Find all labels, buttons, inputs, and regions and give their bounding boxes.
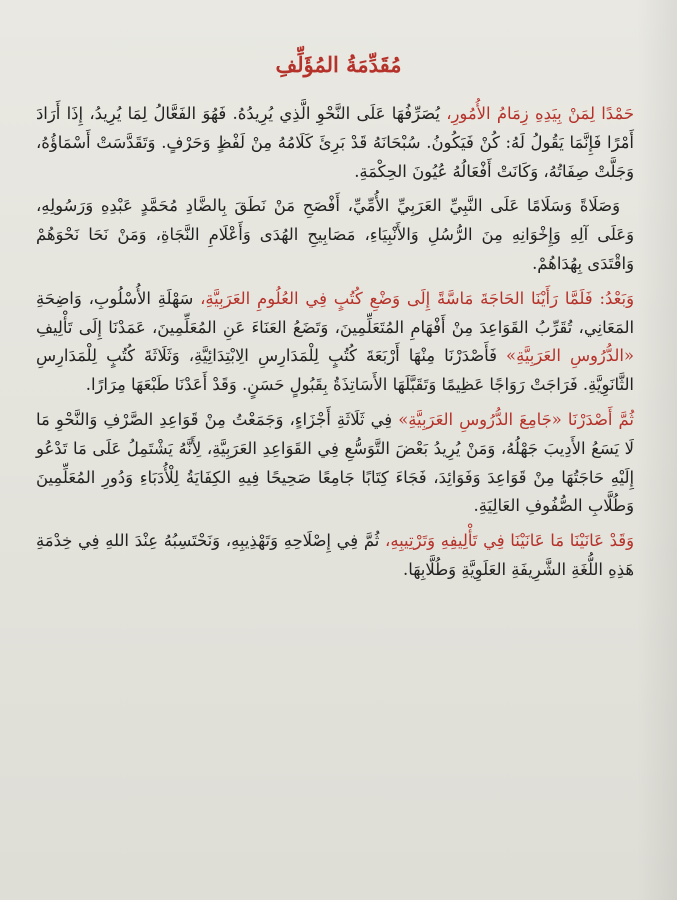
paragraph-jami [36,406,634,521]
paragraph-lead: ثُمَّ أَصْدَرْنَا «جَامِعَ الدُّرُوسِ العَرَبِيَّةِ» [398,409,634,429]
paragraph-text: سَهْلَةِ الأُسْلُوبِ، وَاضِحَةِ المَعَانِي، تُقَرِّبُ القَوَاعِدَ مِنْ أَفْهَامِ المُتَعَلِّمِينَ، وَتَضَعُ العَنَاءَ عَنِ المُعَلِّمِينَ، عَمَدْنَا إِلَى تَأْلِيفِ [36,288,634,337]
page-body [36,100,634,591]
page-edge-shadow [637,0,677,900]
page-title: مُقَدِّمَةُ المُؤَلِّفِ [275,52,402,77]
paragraph-text: يُصَرِّفُهَا عَلَى النَّحْوِ الَّذِي يُرِيدُهُ. فَهُوَ الفَعَّالُ لِمَا يُرِيدُ، إِذَا أَرَادَ أَمْرًا فَإِنَّمَا يَقُولُ لَهُ: كُنْ فَيَكُونُ. سُبْحَانَهُ قَدْ بَرِئَ كَلَامُهُ مِنْ لَفْظٍ وَحَرْفٍ. وَتَقَدَّسَتْ أَسْمَاؤُهُ، وَجَلَّتْ صِفَاتُهُ، وَكَانَتْ أَفْعَالُهُ عُيُونَ الحِكْمَةِ. [36,104,634,181]
book-series-title: «الدُّرُوسِ العَرَبِيَّةِ» [506,346,634,366]
paragraph-text: وَصَلَاةً وَسَلَامًا عَلَى النَّبِيِّ العَرَبِيِّ الأُمِّيِّ، أَفْصَحِ مَنْ نَطَقَ بِالضَّادِ مُحَمَّدٍ عَبْدِهِ وَرَسُولِهِ، وَعَلَى آلِهِ وَإِخْوَانِهِ مِنَ الرُّسُلِ وَالأَنْبِيَاءِ، مَصَابِيحِ الهُدَى وَأَعْلَامِ النَّجَاةِ، وَمَنْ نَحَا نَحْوَهُمْ وَاقْتَدَى بِهُدَاهُمْ. [36,196,634,273]
paragraph-text: ثُمَّ فِي إِصْلَاحِهِ وَتَهْذِيبِهِ، وَنَحْتَسِبُهُ عِنْدَ اللهِ فِي خِدْمَةِ هَذِهِ اللُّغَةِ الشَّرِيفَةِ العَلَوِيَّةِ وَطُلَّابِهَا. [36,531,634,579]
paragraph-closing [36,527,634,585]
paragraph-lead: حَمْدًا لِمَنْ بِيَدِهِ زِمَامُ الأُمُورِ، [446,104,634,123]
paragraph-lead: وَبَعْدُ: فَلَمَّا رَأَيْنَا الحَاجَةَ مَاسَّةً إِلَى وَضْعِ كُتُبٍ فِي العُلُومِ العَرَبِيَّةِ، [200,288,634,308]
paragraph-purpose [36,285,634,400]
paragraph-text-continued: فَأَصْدَرْنَا مِنْهَا أَرْبَعَةَ كُتُبٍ لِلْمَدَارِسِ الِابْتِدَائِيَّةِ، وَثَلَاثَةَ كُتُبٍ لِلْمَدَارِسِ الثَّانَوِيَّةِ. فَرَاجَتْ رَوَاجًا عَظِيمًا وَتَقَبَّلَهَا الأَسَاتِذَةُ بِقَبُولٍ حَسَنٍ. وَقَدْ أَعَدْنَا طَبْعَهَا مِرَارًا. [36,346,634,395]
paragraph-lead: وَقَدْ عَانَيْنَا مَا عَانَيْنَا فِي تَأْلِيفِهِ وَتَرْتِيبِهِ، [385,531,634,551]
paragraph-text: فِي ثَلَاثَةِ أَجْزَاءٍ، وَجَمَعْتُ مِنْ قَوَاعِدِ الصَّرْفِ وَالنَّحْوِ مَا لَا يَسَعُ الأَدِيبَ جَهْلُهُ، وَمَنْ يُرِيدُ بَعْضَ التَّوَسُّعِ فِي القَوَاعِدِ العَرَبِيَّةِ، لِأَنَّهُ يَشْتَمِلُ عَلَى مَا تَدْعُو إِلَيْهِ حَاجَتُهَا مِنْ قَوَاعِدَ وَفَوَائِدَ، فَجَاءَ كِتَابًا جَامِعًا صَحِيحًا فِيهِ الكِفَايَةُ لِلْأُدَبَاءِ وَدُورِ المُعَلِّمِينَ وَطُلَّابِ الصُّفُوفِ العَالِيَةِ. [36,409,634,516]
paragraph-praise [36,100,634,186]
paragraph-salutation [36,192,634,278]
